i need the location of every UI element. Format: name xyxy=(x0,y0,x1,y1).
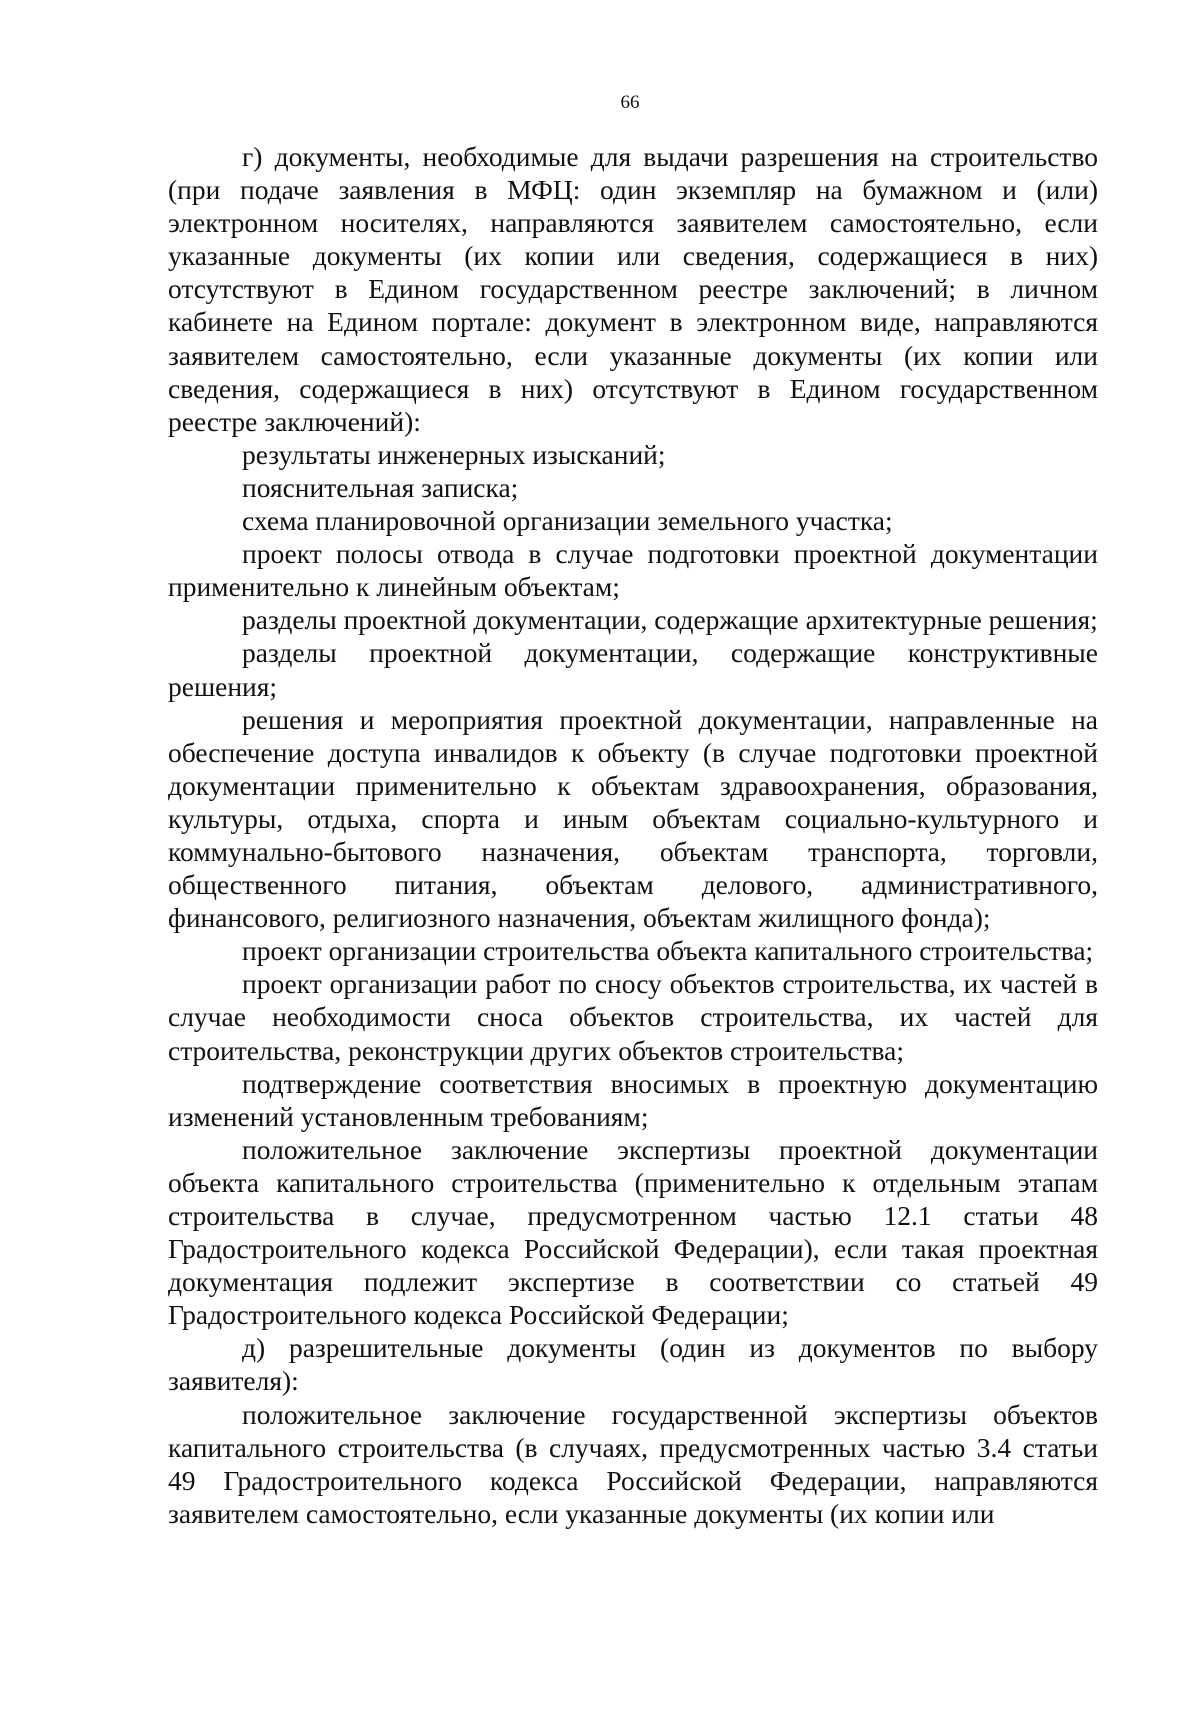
page-number: 66 xyxy=(620,92,640,113)
list-item-compliance-confirmation: подтверждение соответствия вносимых в проектную документацию изменений установленным требованиям; xyxy=(168,1067,1098,1132)
list-item-structural-solutions: разделы проектной документации, содержащие конструктивные решения; xyxy=(168,637,1098,702)
list-item-engineering-surveys: результаты инженерных изысканий; xyxy=(242,438,666,470)
list-item-positive-expertise: положительное заключение экспертизы проектной документации объекта капитального строительства (применительно к отдельным этапам строительства в случае, предусмотренном частью 12.1 статьи 48 Градостроительного кодекса Российской Федерации), если такая проектная документация подлежит экспертизе в соответствии со статьей 49 Градостроительного кодекса Российской Федерации; xyxy=(168,1133,1098,1331)
document-body xyxy=(168,140,1098,1530)
list-item-state-expertise: положительное заключение государственной экспертизы объектов капитального строительства (в случаях, предусмотренных частью 3.4 статьи 49 Градостроительного кодекса Российской Федерации, направляются заявителем самостоятельно, если указанные документы (их копии или xyxy=(168,1398,1098,1529)
list-item-site-plan: схема планировочной организации земельного участка; xyxy=(242,505,893,537)
list-item-explanatory-note: пояснительная записка; xyxy=(242,471,519,503)
paragraph-item-g: г) документы, необходимые для выдачи разрешения на строительство (при подаче заявления в МФЦ: один экземпляр на бумажном и (или) электронном носителях, направляются заявителем самостоятельно, если указанные документы (их копии или сведения, содержащиеся в них) отсутствуют в Едином государственном реестре заключений; в личном кабинете на Едином портале: документ в электронном виде, направляются заявителем самостоятельно, если указанные документы (их копии или сведения, содержащиеся в них) отсутствуют в Едином государственном реестре заключений): xyxy=(168,141,1098,437)
list-item-right-of-way: проект полосы отвода в случае подготовки проектной документации применительно к линейным объектам; xyxy=(168,538,1098,603)
list-item-construction-organization: проект организации строительства объекта капитального строительства; xyxy=(242,935,1094,967)
list-item-demolition-project: проект организации работ по сносу объектов строительства, их частей в случае необходимости сноса объектов строительства, их частей для строительства, реконструкции других объектов строительства; xyxy=(168,968,1098,1066)
paragraph-item-d: д) разрешительные документы (один из документов по выбору заявителя): xyxy=(168,1332,1098,1397)
list-item-architectural-solutions: разделы проектной документации, содержащие архитектурные решения; xyxy=(242,604,1098,636)
list-item-accessibility-measures: решения и мероприятия проектной документации, направленные на обеспечение доступа инвалидов к объекту (в случае подготовки проектной документации применительно к объектам здравоохранения, образования, культуры, отдыха, спорта и иным объектам социально-культурного и коммунально-бытового назначения, объектам транспорта, торговли, общественного питания, объектам делового, административного, финансового, религиозного назначения, объектам жилищного фонда); xyxy=(168,703,1098,934)
